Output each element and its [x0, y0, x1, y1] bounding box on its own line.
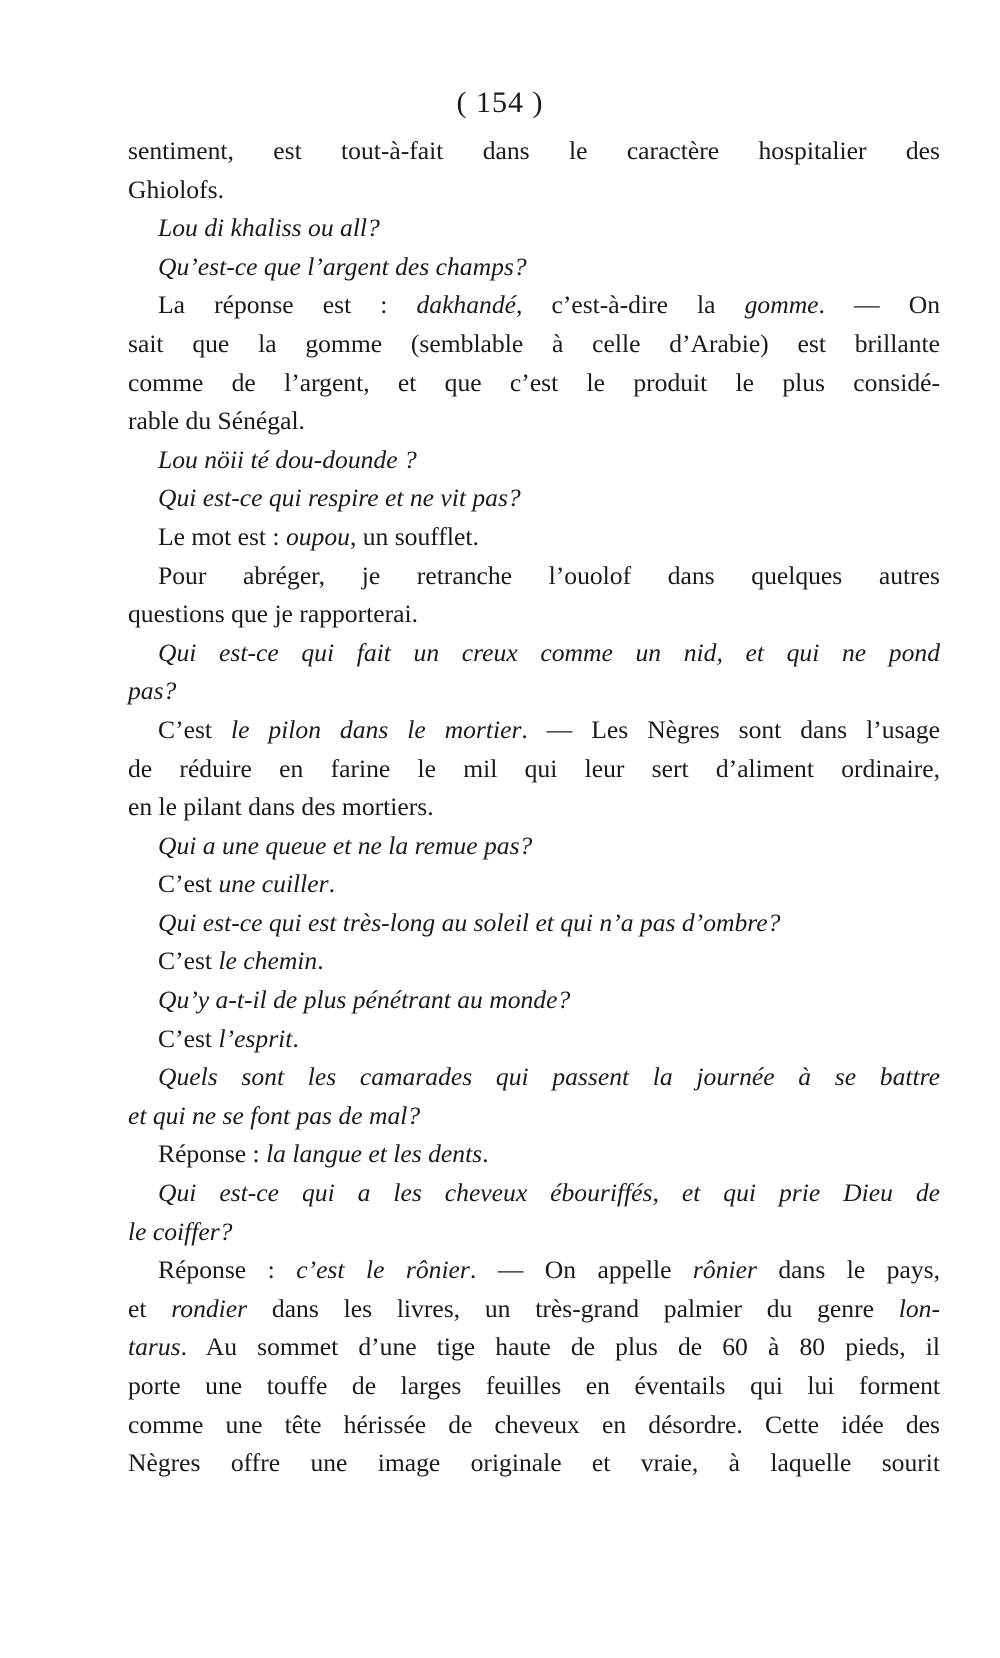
italic-text: rônier: [692, 1255, 757, 1285]
italic-text: c’est le rônier: [296, 1255, 470, 1285]
text-segment: Réponse :: [158, 1139, 267, 1169]
italic-text: le pilon dans le mortier: [230, 714, 522, 744]
body-text: [128, 132, 940, 1483]
italic-text: tarus: [128, 1332, 181, 1362]
text-line: [128, 788, 940, 827]
text-segment: dans le pays,: [756, 1255, 940, 1285]
text-line: [128, 132, 940, 171]
text-line: [128, 364, 940, 403]
text-segment: Nègres offre une image originale et vraie, à laquelle sourit: [128, 1448, 940, 1478]
text-segment: comme de l’argent, et que c’est le produit le plus considé-: [128, 367, 940, 397]
text-segment: C’est: [158, 1023, 219, 1053]
text-line: [128, 402, 940, 441]
text-segment: et: [128, 1293, 172, 1323]
italic-text: et qui ne se font pas de mal?: [128, 1100, 421, 1130]
text-segment: Ghiolofs.: [128, 174, 224, 204]
text-line: [128, 865, 940, 904]
italic-text: Lou di khaliss ou all?: [158, 213, 380, 243]
text-line: [128, 209, 940, 248]
text-segment: . — Les Nègres sont dans l’usage: [521, 714, 940, 744]
italic-text: Qui est-ce qui a les cheveux ébouriffés, et qui prie Dieu de: [158, 1178, 940, 1208]
italic-text: une cuiller: [218, 869, 329, 899]
italic-text: Lou nöii té dou-dounde ?: [158, 444, 417, 474]
italic-text: le chemin: [218, 946, 318, 976]
text-segment: de réduire en farine le mil qui leur sert d’aliment ordinaire,: [128, 753, 940, 783]
text-line: [128, 1020, 940, 1059]
text-segment: . — On: [818, 290, 940, 320]
text-segment: La réponse est :: [158, 290, 417, 320]
text-segment: .: [317, 946, 324, 976]
italic-text: Quels sont les camarades qui passent la journée à se battre: [158, 1062, 940, 1092]
text-line: [128, 827, 940, 866]
text-segment: .: [328, 869, 336, 899]
text-line: [128, 904, 940, 943]
text-segment: questions que je rapporterai.: [128, 599, 418, 629]
text-segment: sentiment, est tout-à-fait dans le caractère hospitalier des: [128, 136, 940, 165]
text-line: [128, 1444, 940, 1483]
text-segment: C’est: [158, 714, 231, 744]
text-line: [128, 1406, 940, 1445]
italic-text: dakhandé: [416, 290, 516, 320]
text-segment: , c’est-à-dire la: [515, 290, 745, 320]
text-line: [128, 1251, 940, 1290]
italic-text: gomme: [744, 290, 819, 320]
text-line: [128, 1097, 940, 1136]
text-line: [128, 981, 940, 1020]
italic-text: oupou: [285, 521, 350, 551]
text-line: [128, 1328, 940, 1367]
text-line: [128, 248, 940, 287]
text-line: [128, 711, 940, 750]
italic-text: Qui a une queue et ne la remue pas?: [158, 830, 533, 860]
text-line: [128, 1213, 940, 1252]
text-line: [128, 1367, 940, 1406]
text-line: [128, 286, 940, 325]
text-segment: C’est: [158, 869, 219, 899]
italic-text: pas?: [128, 676, 177, 706]
italic-text: Qu’est-ce que l’argent des champs?: [158, 251, 527, 281]
italic-text: rondier: [171, 1293, 248, 1323]
text-segment: . Au sommet d’une tige haute de plus de 60 à 80 pieds, il: [180, 1332, 940, 1362]
page-number: ( 154 ): [456, 86, 544, 119]
text-segment: Pour abréger, je retranche l’ouolof dans quelques autres: [158, 560, 940, 590]
text-segment: sait que la gomme (semblable à celle d’Arabie) est brillante: [128, 328, 940, 358]
italic-text: lon-: [898, 1293, 940, 1323]
text-segment: . — On appelle: [469, 1255, 693, 1285]
text-segment: Réponse :: [158, 1255, 297, 1285]
text-segment: dans les livres, un très-grand palmier du genre: [247, 1293, 899, 1323]
text-line: [128, 634, 940, 673]
italic-text: le coiffer?: [128, 1216, 233, 1246]
italic-text: Qui est-ce qui est très-long au soleil et qui n’a pas d’ombre?: [158, 907, 781, 937]
italic-text: l’esprit: [218, 1023, 293, 1053]
italic-text: la langue et les dents: [266, 1139, 483, 1169]
text-line: [128, 479, 940, 518]
text-line: [128, 441, 940, 480]
text-segment: porte une touffe de larges feuilles en éventails qui lui forment: [128, 1371, 940, 1400]
text-line: [128, 518, 940, 557]
text-segment: .: [292, 1023, 299, 1053]
text-line: [128, 1174, 940, 1213]
italic-text: Qu’y a-t-il de plus pénétrant au monde?: [158, 985, 571, 1015]
text-line: [128, 171, 940, 210]
text-line: [128, 325, 940, 364]
text-line: [128, 1058, 940, 1097]
text-line: [128, 1290, 940, 1329]
text-segment: , un soufflet.: [349, 521, 479, 551]
text-line: [128, 595, 940, 634]
text-line: [128, 672, 940, 711]
text-segment: C’est: [158, 946, 219, 976]
text-segment: comme une tête hérissée de cheveux en désordre. Cette idée des: [128, 1409, 940, 1439]
italic-text: Qui est-ce qui respire et ne vit pas?: [158, 483, 521, 513]
text-segment: Le mot est :: [158, 521, 286, 551]
text-segment: .: [482, 1139, 489, 1169]
text-line: [128, 1135, 940, 1174]
text-line: [128, 557, 940, 596]
text-segment: en le pilant dans des mortiers.: [128, 792, 434, 822]
text-line: [128, 750, 940, 789]
text-segment: rable du Sénégal.: [128, 406, 305, 436]
text-line: [128, 942, 940, 981]
italic-text: Qui est-ce qui fait un creux comme un nid, et qui ne pond: [158, 637, 940, 667]
